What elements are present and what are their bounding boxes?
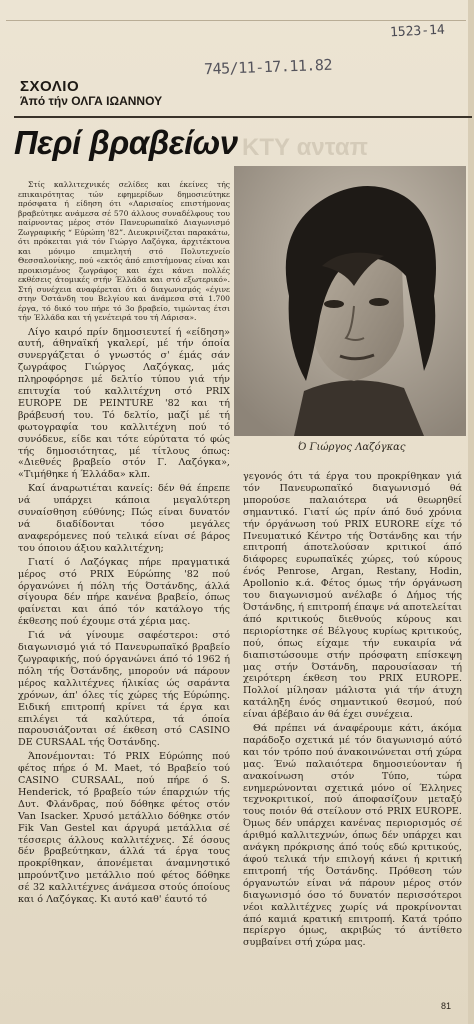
article-headline: Περί βραβείων (14, 124, 238, 161)
paragraph: Γιατί ό Λαζόγκας πήρε πραγματικά μέρος στό PRIX Εύρώπης '82 πού όργανώνει ή πόλη τής Όστάνδης, άλλά σίγουρα δέν πήρε κανένα βραβείο, όπως φαίνεται και άπό τόν κατάλογο τής έκθεσης πού έχουμε στά χέρια μας. (18, 556, 230, 628)
paragraph: Καί άναρωτιέται κανείς: δέν θά έπρεπε νά υπάρχει κάποια μεγαλύτερη συναίσθηση εύθύνης; Πώς είναι δυνατόν νά διαδίδονται τόσο μεγάλες αναφερόμενες πού τελικά είναι σέ βάρος του όποιου άξιου καλλιτέχνη; (18, 483, 230, 554)
section-label: ΣΧΟΛΙΟ (20, 78, 80, 95)
article-column-right (243, 471, 462, 951)
paper-edge (468, 0, 474, 1024)
handwritten-date-note: 745/11-17.11.82 (203, 55, 333, 79)
portrait-image (234, 166, 466, 436)
page-number: 81 (441, 1001, 452, 1011)
photo-caption: Ό Γιώργος Λαζόγκας (298, 442, 406, 453)
article-column-left (18, 180, 230, 325)
top-rule (6, 20, 466, 21)
paragraph: Άπονέμονται: Τό PRIX Εύρώπης πού φέτος πήρε ό M. Maet, τό Βραβείο τού CASINO CURSAAL, πού πήρε ό S. Henderick, τό βραβείο τών έπαρχιών τής Δυτ. Φλάνδρας, πού δόθηκε φέτος στόν Van Isacker. Χρυσό μετάλλιο δόθηκε στόν Fik Van Gestel και άργυρά μετάλλια σέ τέσσερις άλλους καλλιτέχνες. Σέ όσους δέν βραβεύτηκαν, άλλά τά έργα τους προκρίθηκαν, άπονέμεται άναμνηστικό μπρούντζινο μετάλλιο πού φέτος δόθηκε σέ 32 καλλιτέχνες άνάμεσα στούς όποίους και ό Λαζόγκας. Κι αυτό καθ' έαυτό τό (18, 751, 230, 906)
paragraph: Στίς καλλιτεχνικές σελίδες και έκείνες τής επικαιρότητας τών εφημερίδων δημοσιεύτηκε πρόσφατα ή είδηση ότι «Λαρισαίος επιστήμονας βραβεύτηκε ανάμεσα σέ 570 άλλους συναδέλφους του παίρνοντας μέρος στόν Πανευρωπαϊκό Διαγωνισμό Ζωγραφικής “ Εύρώπη '82”. Διευκρινίζεται παρακάτω, ότι πρόκειται γιά τόν Γιώργο Λαζόγκα, άρχιτέκτονα και μόνιμο επιμελητή στό Πολυτεχνείο Θεσσαλονίκης, πού «εκτός άπό επιστήμονας είναι και προικισμένος ζωγράφος και έχει κάνει πολλές εκθέσεις άτομικές στήν Έλλάδα και στό εξωτερικό». Στή συνέχεια αναφέρεται ότι ό διαγωνισμός «έγινε στην Όστάνδη του Βελγίου και άνάμεσα στά 1.700 έργα, τό δικό του πήρε τό 3ο βραβείο, τιμώντας έτσι τήν Έλλάδα και τή γενέτειρά του τή Λάρισα». (18, 180, 230, 322)
handwritten-archive-number: 1523-14 (389, 22, 446, 41)
paragraph: Γιά νά γίνουμε σαφέστεροι: στό διαγωνισμό γιά τό Πανευρωπαϊκό βραβείο ζωγραφικής, πού όργανώνει άπό τό 1962 ή πόλη τής Όστάνδης, μπορούν νά πάρουν μέρος καλλιτέχνες ήλικίας ώς σαράντα χρόνων, άπ' όλες τίς χώρες τής Εύρώπης. Ειδική επιτροπή κρίνει τά έργα και επιλέγει τά καλύτερα, τά όποία παρουσιάζονται σέ έκθεση στό CASINO DE CURSAAL τής Όστάνδης. (18, 630, 230, 749)
paragraph: γεγονός ότι τά έργα του προκρίθηκαν γιά τόν Πανευρωπαϊκό διαγωνισμό θά μπορούσε παλαιότερα νά θεωρηθεί σημαντικό. Γιατί ώς πρίν άπό δυό χρόνια τήν όργάνωση τού PRIX EURORE είχε τό Πνευματικό Κέντρο τής Όστάνδης και τήν επιτροπή άποτελούσαν κριτικοί άπό διάφορες ευρωπαϊκές χώρες, τού κύρους ένός Penrose, Argan, Restany, Hodin, Apollonio κ.ά. Φέτος όμως τήν όργάνωση του διαγωνισμού ανέλαβε ό Δήμος τής Όστάνδης, ή επιτροπή έπαψε νά αποτελείται άπό κριτικούς διεθνούς κύρους και περιορίστηκε σέ Βέλγους κυρίως κριτικούς, πού, όπως είχαμε τήν ευκαιρία νά διαπιστώσουμε στήν πρόσφατη επίσκεψη μας στήν Όστάνδη, παρουσίασαν τή χειρότερη έκθεση του PRIX EUROPE. Πολλοί μίλησαν μάλιστα γιά τήν άτυχη κατάληξη ένός σημαντικού θεσμού, πού είναι άβέβαιο άν θά έχει συνέχεια. (243, 471, 462, 721)
article-column-left-continued (18, 327, 230, 909)
paragraph: Θά πρέπει νά άναφέρουμε κάτι, άκόμα παράδοξο σχετικά μέ τόν διαγωνισμό αύτό και τόν τρόπο πού άνακοινώνεται στή χώρα μας. Ένώ παλαιότερα δημοσιεύονταν ή ανακοίνωση στόν Τύπο, τώρα ενημερώνονται σχετικά μόνο οί Έλληνες τεχνοκριτικοί, πού άποφασίζουν μεταξύ τους ποιόν θά στείλουν στό PRIX EUROPE. Όμως δέν υπάρχει κανένας περιορισμός σέ άριθμό καλλιτεχνών, όπως δέν υπάρχει και ανάγκη πρόκρισης άπό τούς εδώ κριτικούς, άφού τελικά τήν επιλογή κάνει ή κριτική επιτροπή τής Όστάνδης. Πρόθεση τών όργανωτών είναι νά πάρουν μέρος στόν διαγωνισμό όσο τό δυνατόν περισσότεροι νέοι καλλιτέχνες χωρίς νά προκρίνονται άπό καμιά κρατική επιτροπή. Κατά τρόπο περίεργο όμως, ακριβώς τό άντίθετο συμβαίνει στή χώρα μας. (243, 723, 462, 949)
bleed-through-text: ΚΤΥ ανταπ (242, 134, 368, 161)
byline: Άπό τήν ΟΛΓΑ ΙΩΑΝΝΟΥ (20, 94, 163, 108)
paragraph: Λίγο καιρό πρίν δημοσιευτεί ή «είδηση» αυτή, άθηναϊκή γκαλερί, μέ τήν όποία συνεργάζεται ό γνωστός σ' έμάς σάν ζωγράφος Γιώργος Λαζόγκας, μάς πληροφόρησε μέ δελτίο τύπου γιά τήν επιτυχία τού καλλιτέχνη στό PRIX EUROPE DE PEINTURE '82 και τή βράβευσή του. Τό δελτίο, μαζί μέ τή φωτογραφία του καλλιτέχνη πού τό συνόδευε, είδε και τότε εύρύτατα τό φώς τής δημοσιότητας, μέ τίτλους όπως: «Διεθνές βραβείο στόν Γ. Λαζόγκα», «Τιμήθηκε ή Έλλάδα» κλπ. (18, 326, 230, 481)
header-rule (14, 116, 472, 118)
portrait-photo (234, 166, 466, 436)
